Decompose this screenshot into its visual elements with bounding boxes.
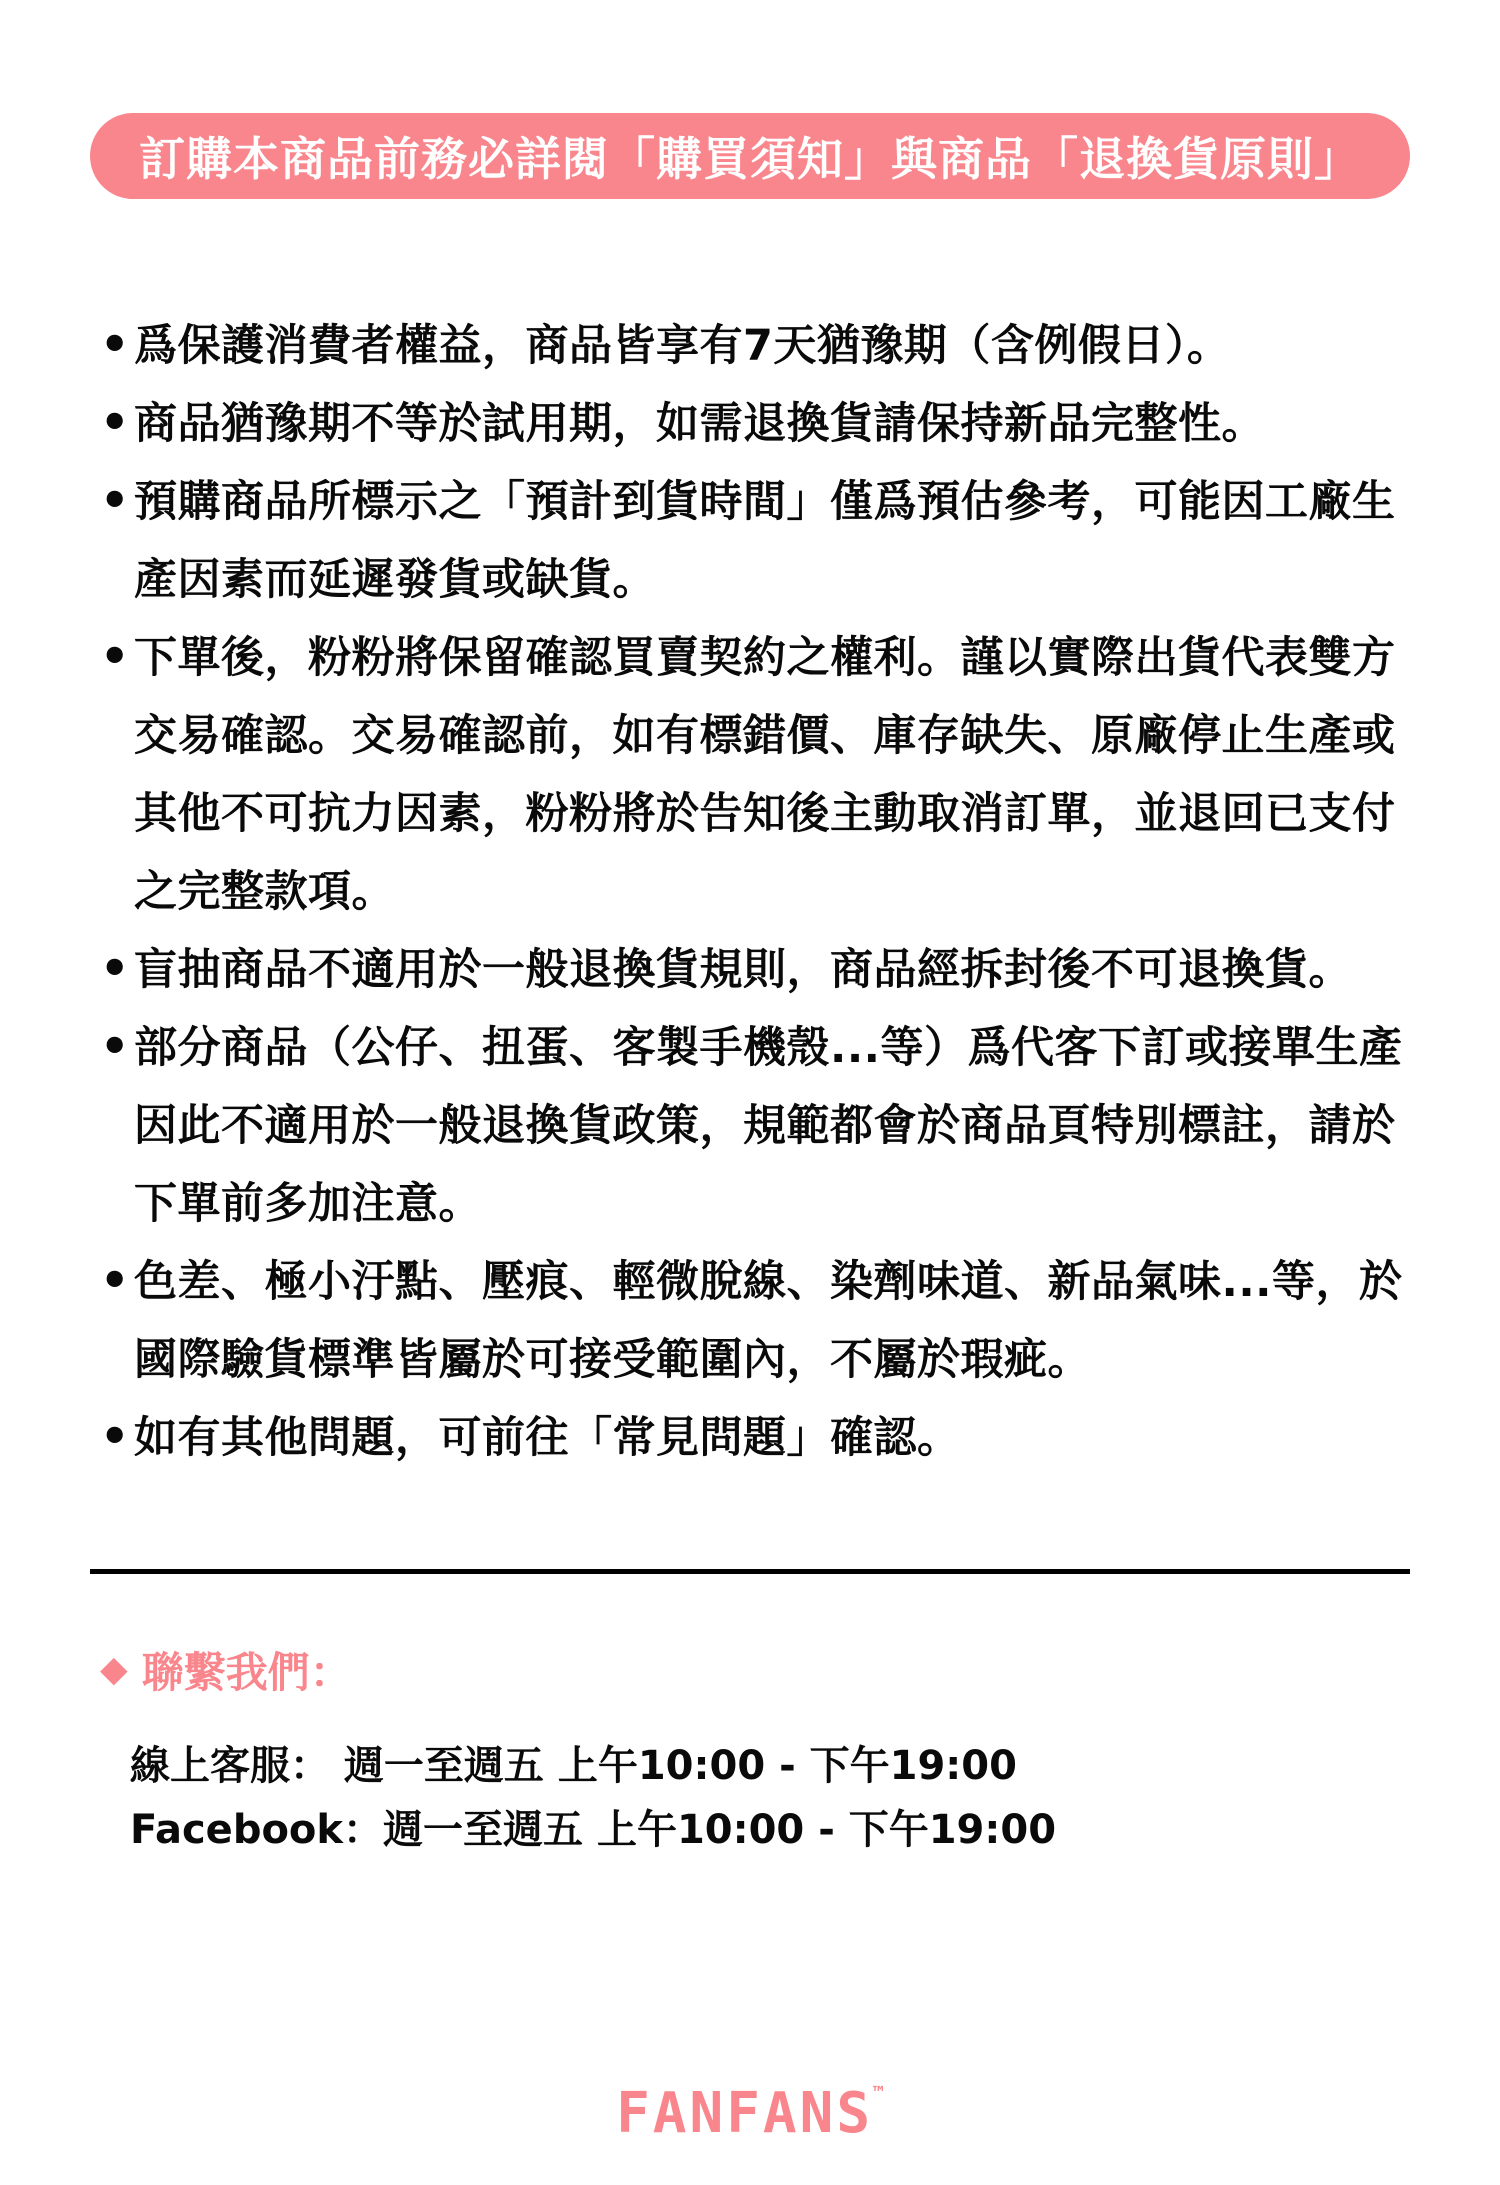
notice-list — [100, 307, 1420, 1477]
notice-item: • 預購商品所標示之「預計到貨時間」僅爲預估參考，可能因工廠生產因素而延遲發貨或缺貨。 — [100, 463, 1420, 619]
purchase-notice-banner — [90, 113, 1410, 199]
contact-value: 週一至週五 上午10:00 - 下午19:00 — [383, 1807, 1057, 1853]
contact-value: 週一至週五 上午10:00 - 下午19:00 — [330, 1743, 1017, 1789]
contact-label: 線上客服： — [130, 1743, 330, 1789]
banner-text: 訂購本商品前務必詳閱「購買須知」與商品「退換貨原則」 — [139, 132, 1361, 186]
contact-heading-label: 聯繫我們： — [141, 1648, 352, 1697]
notice-item: • 部分商品（公仔、扭蛋、客製手機殼...等）爲代客下訂或接單生產因此不適用於一般退換貨政策，規範都會於商品頁特別標註，請於下單前多加注意。 — [100, 1009, 1420, 1243]
notice-item: • 如有其他問題，可前往「常見問題」確認。 — [100, 1399, 1420, 1477]
contact-line-online-service — [130, 1734, 1410, 1798]
section-divider — [90, 1569, 1410, 1574]
trademark-symbol: ™ — [873, 2083, 884, 2104]
diamond-icon: ◆ — [100, 1649, 128, 1690]
fanfans-logo — [0, 2081, 1500, 2146]
contact-heading — [100, 1640, 1410, 1700]
contact-line-facebook — [130, 1798, 1410, 1862]
contact-info — [130, 1734, 1410, 1862]
notice-item: • 下單後，粉粉將保留確認買賣契約之權利。謹以實際出貨代表雙方交易確認。交易確認前，如有標錯價、庫存缺失、原廠停止生產或其他不可抗力因素，粉粉將於告知後主動取消訂單，並退回已支付之完整款項。 — [100, 619, 1420, 931]
notice-item: • 盲抽商品不適用於一般退換貨規則，商品經拆封後不可退換貨。 — [100, 931, 1420, 1009]
logo-text: FANFANS — [616, 2081, 874, 2146]
notice-item: • 爲保護消費者權益，商品皆享有7天猶豫期（含例假日）。 — [100, 307, 1420, 385]
notice-item: • 色差、極小汙點、壓痕、輕微脫線、染劑味道、新品氣味...等，於國際驗貨標準皆屬於可接受範圍內，不屬於瑕疵。 — [100, 1243, 1420, 1399]
notice-item: • 商品猶豫期不等於試用期，如需退換貨請保持新品完整性。 — [100, 385, 1420, 463]
contact-label: Facebook： — [130, 1807, 384, 1853]
